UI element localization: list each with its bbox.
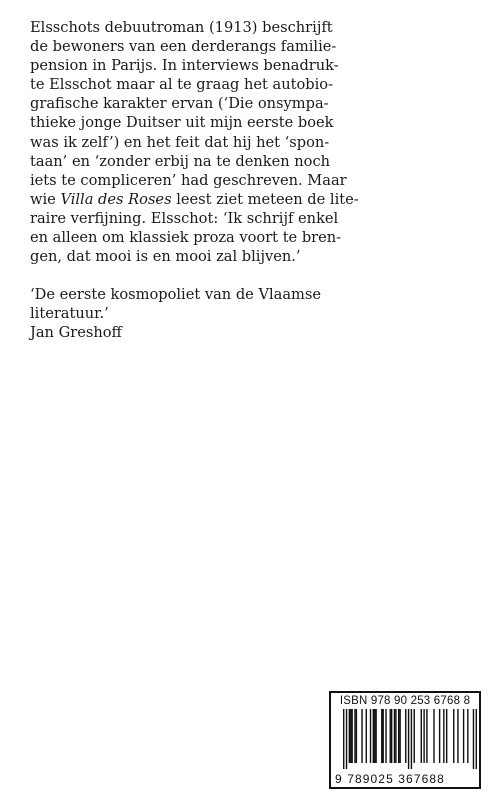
barcode-bar <box>361 709 362 763</box>
barcode-bar <box>350 709 351 763</box>
barcode-bar <box>385 709 386 763</box>
barcode-bar <box>398 709 399 763</box>
paragraph-line: Elsschots debuutroman (1913) beschrijft <box>30 19 333 36</box>
book-title-italic: Villa des Roses <box>60 190 172 208</box>
line-text: wie <box>30 190 61 208</box>
barcode-bar <box>405 709 406 763</box>
isbn-label: ISBN 978 90 253 6768 8 <box>339 695 471 707</box>
paragraph-line: raire verfijning. Elsschot: ‘Ik schrijf enkel <box>30 209 339 227</box>
quote-line: literatuur.’ <box>30 305 109 323</box>
quote-line: ‘De eerste kosmopoliet van de Vlaamse <box>30 286 322 304</box>
barcode-bar <box>382 709 383 763</box>
paragraph-line: was ik zelf’) en het feit dat hij het ‘spon- <box>30 133 330 151</box>
barcode-bar <box>433 709 434 763</box>
paragraph-line: pension in Parijs. In interviews benadruk- <box>30 57 339 75</box>
barcode-bar <box>370 709 371 763</box>
paragraph-line: de bewoners van een derderangs familie- <box>30 38 337 56</box>
paragraph-line: en alleen om klassiek proza voort te bren- <box>30 229 342 247</box>
barcode-bar <box>354 709 355 763</box>
barcode-bar <box>349 709 350 763</box>
review-quote <box>30 285 470 342</box>
paragraph-line: grafische karakter ervan (‘Die onsympa- <box>30 95 329 113</box>
barcode-bar <box>390 709 391 763</box>
barcode-bar <box>373 709 374 763</box>
barcode-bar <box>395 709 396 763</box>
barcode-bar <box>374 709 375 763</box>
back-cover-blurb <box>30 18 470 343</box>
barcode-bar <box>408 709 409 769</box>
barcode-bar <box>439 709 440 763</box>
barcode-bar <box>391 709 392 763</box>
barcode-bar <box>366 709 367 763</box>
barcode-bar <box>443 709 444 763</box>
description-paragraph <box>30 18 470 266</box>
barcode-bar <box>343 709 344 769</box>
barcode-bar <box>394 709 395 763</box>
barcode-bars <box>343 709 477 769</box>
barcode-bar <box>426 709 427 763</box>
barcode-bar <box>446 709 447 763</box>
barcode-bar <box>467 709 468 763</box>
barcode-bar <box>375 709 376 763</box>
barcode-bar <box>399 709 400 763</box>
barcode-bar <box>356 709 357 763</box>
barcode-bar <box>476 709 477 769</box>
barcode-bar <box>351 709 352 763</box>
ean-digits: 9 789025 367688 <box>335 772 445 786</box>
isbn-barcode <box>329 691 481 789</box>
barcode-bar <box>453 709 454 763</box>
quote-author: Jan Greshoff <box>30 324 122 342</box>
barcode-bar <box>421 709 422 763</box>
paragraph-line: thieke jonge Duitser uit mijn eerste boek <box>30 114 334 132</box>
paragraph-line: taan’ en ‘zonder erbij na te denken noch <box>30 152 331 170</box>
paragraph-line: te Elsschot maar al te graag het autobio- <box>30 76 334 94</box>
barcode-bar <box>346 709 347 769</box>
paragraph-spacer <box>30 266 470 285</box>
barcode-bar <box>457 709 458 763</box>
paragraph-line-with-title <box>30 190 470 209</box>
paragraph-line: iets te compliceren’ had geschreven. Maar <box>30 171 347 189</box>
barcode-bar <box>423 709 424 763</box>
barcode-bar <box>414 709 415 763</box>
barcode-bar <box>463 709 464 763</box>
paragraph-line: gen, dat mooi is en mooi zal blijven.’ <box>30 248 301 266</box>
barcode-bar <box>411 709 412 769</box>
barcode-bar <box>381 709 382 763</box>
line-text: leest ziet meteen de lite- <box>171 190 359 208</box>
barcode-bar <box>473 709 474 769</box>
